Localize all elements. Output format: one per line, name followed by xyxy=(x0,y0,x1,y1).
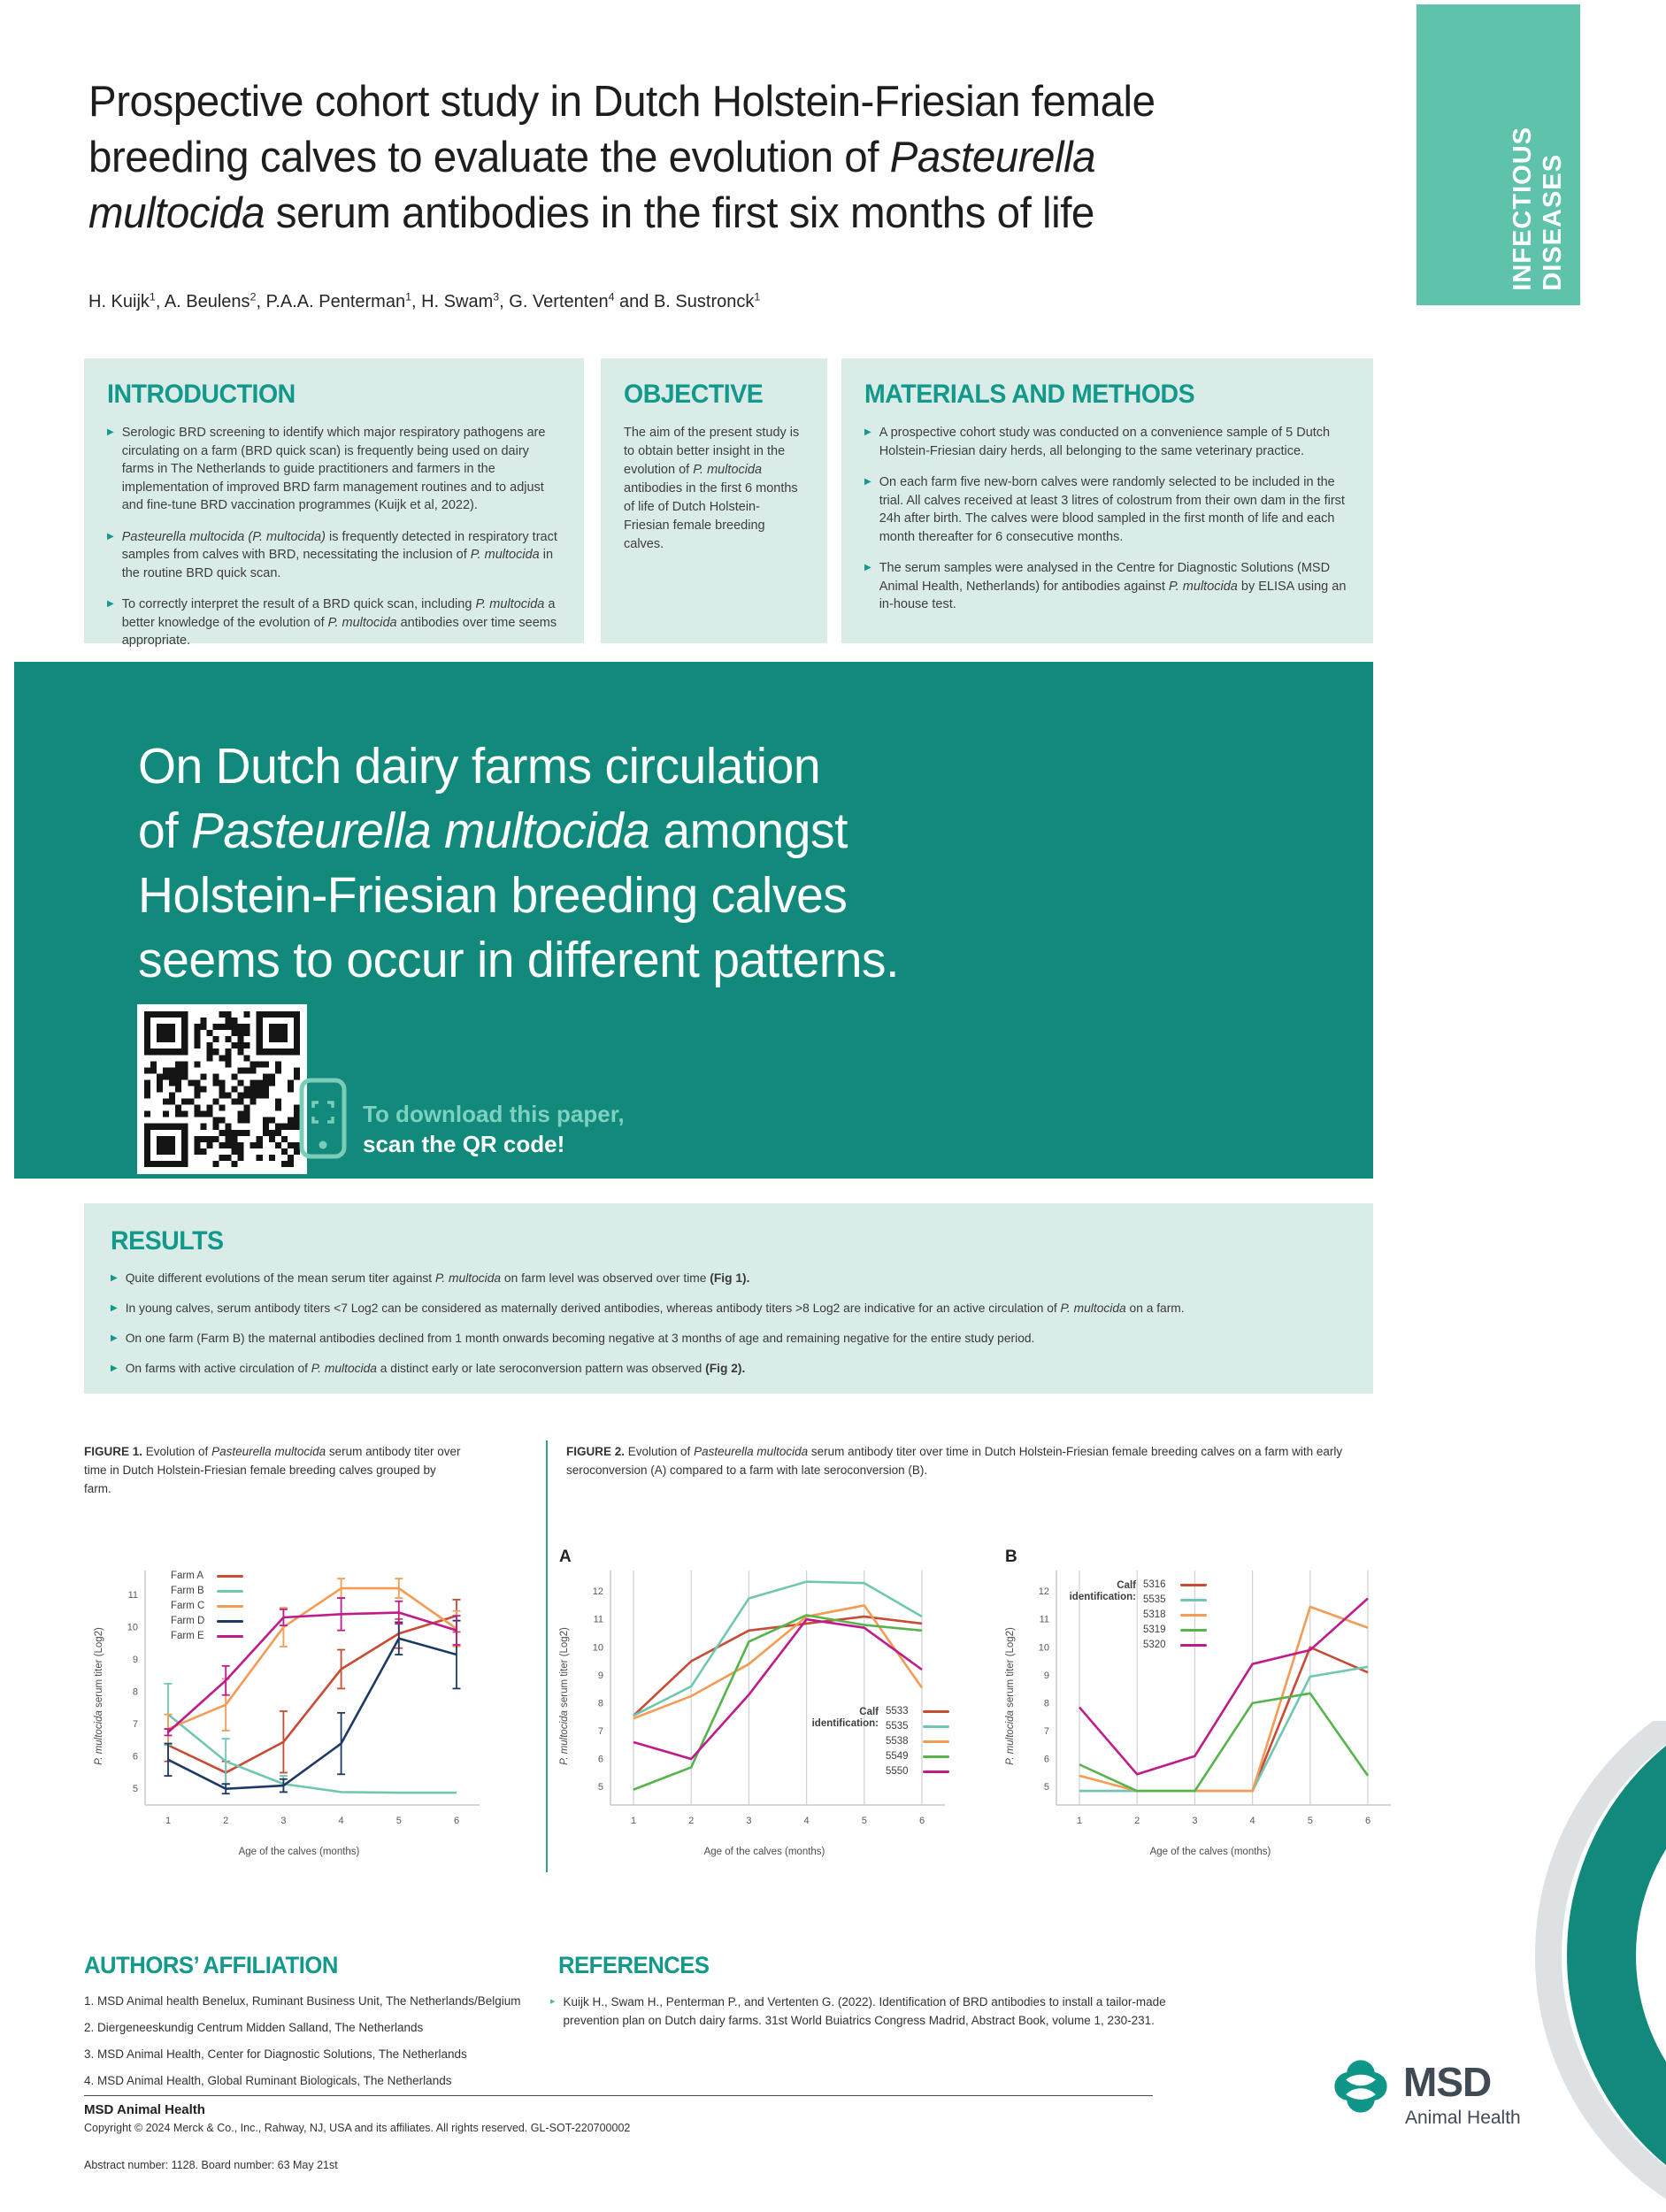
legend-label: 5538 xyxy=(886,1736,909,1747)
legend-color-swatch xyxy=(1180,1614,1207,1617)
affiliation-heading: AUTHORS’ AFFILIATION xyxy=(84,1952,338,1978)
key-message-text xyxy=(138,734,899,993)
svg-text:4: 4 xyxy=(803,1816,810,1826)
legend-label: 5319 xyxy=(1143,1624,1166,1635)
legend-item xyxy=(171,1616,243,1626)
figure2a-xlabel: Age of the calves (months) xyxy=(703,1847,825,1857)
legend-label: 5320 xyxy=(1143,1640,1166,1650)
figure1-legend xyxy=(171,1571,243,1646)
legend-color-swatch xyxy=(923,1710,949,1713)
bullet-item xyxy=(84,2072,526,2090)
figure2b-legend xyxy=(1060,1579,1207,1655)
bullet-item xyxy=(550,1993,1187,2030)
svg-text:2: 2 xyxy=(223,1816,229,1826)
bullet-arrow-icon: ▶ xyxy=(864,563,871,572)
bullet-item xyxy=(84,1993,526,2010)
svg-text:8: 8 xyxy=(597,1698,603,1709)
legend-color-swatch xyxy=(217,1575,243,1578)
legend-color-swatch xyxy=(923,1755,949,1758)
text-line: multocida serum antibodies in the first six months of life xyxy=(88,189,1094,237)
figure1-plot xyxy=(104,1558,494,1837)
legend-item xyxy=(886,1706,949,1717)
legend-item xyxy=(1143,1640,1207,1650)
svg-text:6: 6 xyxy=(597,1754,603,1765)
legend-item xyxy=(1143,1579,1207,1590)
bullet-text: On farms with active circulation of P. multocida a distinct early or late seroconversion pattern was observed (Fig 2). xyxy=(125,1362,746,1375)
text-line: Holstein-Friesian breeding calves xyxy=(138,867,848,924)
svg-text:1: 1 xyxy=(165,1816,172,1826)
phone-scan-icon xyxy=(299,1078,347,1164)
svg-text:11: 11 xyxy=(1039,1614,1049,1625)
legend-item xyxy=(886,1766,949,1777)
figure2a-legend xyxy=(802,1706,949,1781)
objective-section xyxy=(601,358,827,643)
bullet-item xyxy=(111,1271,1347,1286)
figure1-caption: FIGURE 1. Evolution of Pasteurella multocida serum antibody titer over time in Dutch Holstein-Friesian female breeding calves grouped by farm. xyxy=(84,1445,461,1495)
svg-text:10: 10 xyxy=(592,1642,603,1654)
objective-body: The aim of the present study is to obtain better insight in the evolution of P. multocida antibodies in the first 6 months of life of Dutch Holstein-Friesian female breeding calves. xyxy=(624,426,800,551)
bullet-item xyxy=(864,424,1350,460)
svg-text:8: 8 xyxy=(1043,1698,1049,1709)
legend-color-swatch xyxy=(1180,1584,1207,1586)
legend-item xyxy=(886,1721,949,1732)
svg-text:1: 1 xyxy=(630,1816,637,1826)
bullet-arrow-icon: ▸ xyxy=(550,1996,556,2007)
msd-animal-health-logo xyxy=(1327,2051,1619,2148)
text-line: of Pasteurella multocida amongst xyxy=(138,803,848,859)
legend-color-swatch xyxy=(923,1770,949,1773)
svg-text:9: 9 xyxy=(1043,1670,1049,1681)
legend-label: 5535 xyxy=(886,1721,909,1732)
introduction-bullets xyxy=(107,424,561,650)
bullet-text: 3. MSD Animal Health, Center for Diagnostic Solutions, The Netherlands xyxy=(84,2047,467,2061)
svg-text:12: 12 xyxy=(1038,1586,1049,1598)
bullet-text: On one farm (Farm B) the maternal antibodies declined from 1 month onwards becoming negative at 3 months of age and remaining negative for the entire study period. xyxy=(125,1332,1035,1345)
legend-color-swatch xyxy=(217,1635,243,1638)
bullet-item xyxy=(111,1301,1347,1317)
svg-text:5: 5 xyxy=(395,1816,402,1826)
legend-item xyxy=(1143,1609,1207,1620)
bullet-item xyxy=(107,528,561,583)
svg-text:9: 9 xyxy=(597,1670,603,1681)
msd-animal-health-text: Animal Health xyxy=(1405,2108,1521,2128)
svg-text:6: 6 xyxy=(1364,1816,1371,1826)
bullet-arrow-icon: ▶ xyxy=(107,531,114,541)
results-section xyxy=(84,1203,1373,1394)
figure2a-chart xyxy=(550,1535,993,1871)
legend-label: 5533 xyxy=(886,1706,909,1717)
svg-text:7: 7 xyxy=(1043,1725,1049,1737)
bullet-arrow-icon: ▶ xyxy=(111,1363,118,1373)
svg-text:6: 6 xyxy=(1043,1754,1049,1765)
methods-heading: MATERIALS AND METHODS xyxy=(864,380,1195,409)
qr-code xyxy=(137,1004,307,1174)
svg-text:10: 10 xyxy=(127,1622,138,1633)
figure2a-ylabel: P. multocida serum titer (Log2) xyxy=(559,1627,570,1765)
key-message-banner xyxy=(14,662,1373,1179)
legend-color-swatch xyxy=(1180,1599,1207,1601)
figure2a-panel-label: A xyxy=(559,1548,572,1566)
methods-section xyxy=(841,358,1373,643)
bullet-text: 1. MSD Animal health Benelux, Ruminant Business Unit, The Netherlands/Belgium xyxy=(84,1994,521,2008)
figure1-ylabel: P. multocida serum titer (Log2) xyxy=(94,1627,104,1765)
footer-brand: MSD Animal Health xyxy=(84,2102,205,2117)
figure-divider-line xyxy=(546,1440,548,1872)
bullet-arrow-icon: ▶ xyxy=(107,427,114,437)
svg-text:11: 11 xyxy=(127,1589,138,1601)
affiliation-list xyxy=(84,1993,526,2099)
svg-text:5: 5 xyxy=(1307,1816,1313,1826)
bullet-arrow-icon: ▶ xyxy=(111,1333,118,1343)
authors-line: H. Kuijk$^1$, A. Beulens$^2$, P.A.A. Penterman$^1$, H. Swam$^3$, G. Vertenten$^4$ and B. Sustronck$^1$ xyxy=(88,290,761,311)
bullet-item xyxy=(107,424,561,515)
bullet-text: Serologic BRD screening to identify which major respiratory pathogens are circulating on a farm (BRD quick scan) is frequently being used on dairy farms in The Netherlands to guide practitioners and farmers in the implementation of improved BRD farm management routines and to adjust and fine-tune BRD vaccination programmes (Kuijk et al, 2022). xyxy=(121,426,546,512)
msd-clover-icon xyxy=(1327,2053,1394,2120)
legend-item xyxy=(886,1736,949,1747)
bullet-text: A prospective cohort study was conducted on a convenience sample of 5 Dutch Holstein-Friesian dairy herds, all belonging to the same veterinary practice. xyxy=(879,426,1331,458)
bullet-arrow-icon: ▶ xyxy=(107,599,114,609)
svg-text:2: 2 xyxy=(1134,1816,1140,1826)
references-list xyxy=(550,1993,1187,2043)
svg-text:7: 7 xyxy=(132,1719,138,1731)
svg-text:3: 3 xyxy=(1192,1816,1198,1826)
download-text-light: To download this paper, xyxy=(363,1101,625,1127)
bullet-arrow-icon: ▶ xyxy=(864,427,871,437)
figure2b-ylabel: P. multocida serum titer (Log2) xyxy=(1005,1627,1016,1765)
svg-text:8: 8 xyxy=(132,1686,138,1698)
legend-color-swatch xyxy=(217,1620,243,1623)
legend-label: 5549 xyxy=(886,1751,909,1762)
legend-label: 5535 xyxy=(1143,1594,1166,1605)
legend-label: Farm E xyxy=(171,1631,204,1641)
objective-heading: OBJECTIVE xyxy=(624,380,764,409)
legend-title: Calf identification: xyxy=(1069,1580,1136,1602)
legend-item xyxy=(886,1751,949,1762)
bullet-text: 2. Diergeneeskundig Centrum Midden Salland, The Netherlands xyxy=(84,2021,424,2034)
legend-items xyxy=(1143,1579,1207,1655)
bullet-text: To correctly interpret the result of a BRD quick scan, including P. multocida a better knowledge of the evolution of P. multocida antibodies over time seems appropriate. xyxy=(121,597,557,648)
svg-text:6: 6 xyxy=(132,1751,138,1763)
svg-text:5: 5 xyxy=(1043,1781,1049,1793)
bullet-item xyxy=(111,1361,1347,1377)
infectious-diseases-tab xyxy=(1416,4,1580,305)
text-line: breeding calves to evaluate the evolution of Pasteurella xyxy=(88,134,1096,181)
legend-items xyxy=(171,1571,243,1646)
legend-item xyxy=(171,1571,243,1581)
legend-color-swatch xyxy=(217,1590,243,1593)
figure2-caption: FIGURE 2. Evolution of Pasteurella multocida serum antibody titer over time in Dutch Holstein-Friesian female breeding calves on a farm with early seroconversion (A) compared to a farm with late seroconversion (B). xyxy=(566,1445,1343,1477)
bullet-item xyxy=(107,595,561,650)
text-line: Prospective cohort study in Dutch Holstein-Friesian female xyxy=(88,78,1155,126)
bullet-arrow-icon: ▶ xyxy=(111,1303,118,1313)
legend-label: 5318 xyxy=(1143,1609,1166,1620)
legend-label: Farm C xyxy=(171,1601,205,1611)
svg-text:12: 12 xyxy=(592,1586,603,1598)
legend-label: Farm A xyxy=(171,1571,204,1581)
bullet-text: Kuijk H., Swam H., Penterman P., and Vertenten G. (2022). Identification of BRD antibodies to install a tailor-made prevention plan on Dutch dairy farms. 31st World Buiatrics Congress Madrid, Abstract Book, volume 1, 230-231. xyxy=(563,1995,1166,2027)
figure2b-chart xyxy=(996,1535,1439,1871)
figure2b-panel-label: B xyxy=(1005,1548,1017,1566)
legend-item xyxy=(1143,1624,1207,1635)
references-heading: REFERENCES xyxy=(558,1952,710,1978)
figure1-chart xyxy=(85,1535,527,1871)
figure2b-xlabel: Age of the calves (months) xyxy=(1149,1847,1271,1857)
legend-item xyxy=(171,1631,243,1641)
tab-label xyxy=(1508,127,1568,291)
legend-item xyxy=(171,1601,243,1611)
svg-text:2: 2 xyxy=(688,1816,695,1826)
legend-label: 5550 xyxy=(886,1766,909,1777)
legend-color-swatch xyxy=(217,1605,243,1608)
text-line: On Dutch dairy farms circulation xyxy=(138,738,821,795)
tab-label-line2: DISEASES xyxy=(1539,154,1567,291)
svg-text:3: 3 xyxy=(280,1816,287,1826)
footer-abstract-number: Abstract number: 1128. Board number: 63 May 21st xyxy=(84,2159,338,2171)
legend-title: Calf identification: xyxy=(811,1707,879,1729)
svg-text:4: 4 xyxy=(338,1816,344,1826)
bullet-text: The serum samples were analysed in the Centre for Diagnostic Solutions (MSD Animal Health, Netherlands) for antibodies against P. multocida by ELISA using an in-house test. xyxy=(879,561,1347,611)
svg-text:11: 11 xyxy=(593,1614,603,1625)
legend-label: Farm D xyxy=(171,1616,205,1626)
svg-text:5: 5 xyxy=(132,1784,138,1795)
svg-text:6: 6 xyxy=(453,1816,460,1826)
svg-text:10: 10 xyxy=(1038,1642,1049,1654)
bullet-text: 4. MSD Animal Health, Global Ruminant Biologicals, The Netherlands xyxy=(84,2074,452,2087)
bullet-text: On each farm five new-born calves were randomly selected to be included in the trial. All calves received at least 3 litres of colostrum from their own dam in the first 24h after birth. The calves were blood sampled in the first month of life and each month thereafter for 6 consecutive months. xyxy=(879,475,1345,544)
svg-text:6: 6 xyxy=(918,1816,925,1826)
msd-wordmark: MSD xyxy=(1403,2059,1492,2105)
download-text-bold: scan the QR code! xyxy=(363,1131,565,1157)
footer-rule xyxy=(84,2095,1153,2096)
bullet-text: Pasteurella multocida (P. multocida) is frequently detected in respiratory tract samples from calves with BRD, necessitating the inclusion of P. multocida in the routine BRD quick scan. xyxy=(121,529,557,580)
legend-color-swatch xyxy=(923,1740,949,1743)
bullet-item xyxy=(111,1331,1347,1347)
figure1-xlabel: Age of the calves (months) xyxy=(238,1847,360,1857)
svg-text:5: 5 xyxy=(861,1816,867,1826)
legend-color-swatch xyxy=(1180,1629,1207,1632)
legend-item xyxy=(171,1586,243,1596)
svg-text:5: 5 xyxy=(597,1781,603,1793)
introduction-section xyxy=(84,358,584,648)
bullet-item xyxy=(84,2019,526,2037)
bullet-item xyxy=(84,2046,526,2063)
legend-label: 5316 xyxy=(1143,1579,1166,1590)
svg-text:4: 4 xyxy=(1249,1816,1255,1826)
legend-label: Farm B xyxy=(171,1586,204,1596)
introduction-heading: INTRODUCTION xyxy=(107,380,296,409)
bullet-arrow-icon: ▶ xyxy=(111,1273,118,1283)
bullet-text: In young calves, serum antibody titers <7 Log2 can be considered as maternally derived antibodies, whereas antibody titers >8 Log2 are indicative for an active circulation of P. multocida on a farm. xyxy=(125,1302,1185,1315)
tab-label-line1: INFECTIOUS xyxy=(1509,127,1537,291)
text-line: seems to occur in different patterns. xyxy=(138,932,899,988)
bullet-item xyxy=(864,559,1350,614)
bullet-text: Quite different evolutions of the mean serum titer against P. multocida on farm level was observed over time (Fig 1). xyxy=(125,1271,750,1285)
legend-color-swatch xyxy=(923,1725,949,1728)
svg-text:9: 9 xyxy=(132,1655,138,1666)
methods-bullets xyxy=(864,424,1350,614)
svg-text:3: 3 xyxy=(746,1816,752,1826)
svg-text:7: 7 xyxy=(597,1725,603,1737)
legend-item xyxy=(1143,1594,1207,1605)
results-heading: RESULTS xyxy=(111,1226,224,1256)
poster-title xyxy=(88,74,1376,242)
svg-text:1: 1 xyxy=(1076,1816,1083,1826)
legend-items xyxy=(886,1706,949,1781)
bullet-item xyxy=(864,473,1350,546)
bullet-arrow-icon: ▶ xyxy=(864,477,871,487)
footer-copyright: Copyright © 2024 Merck & Co., Inc., Rahway, NJ, USA and its affiliates. All rights reserved. GL-SOT-220700002 xyxy=(84,2122,631,2134)
results-bullets xyxy=(111,1271,1347,1377)
legend-color-swatch xyxy=(1180,1644,1207,1647)
figure2a-plot xyxy=(570,1558,959,1837)
